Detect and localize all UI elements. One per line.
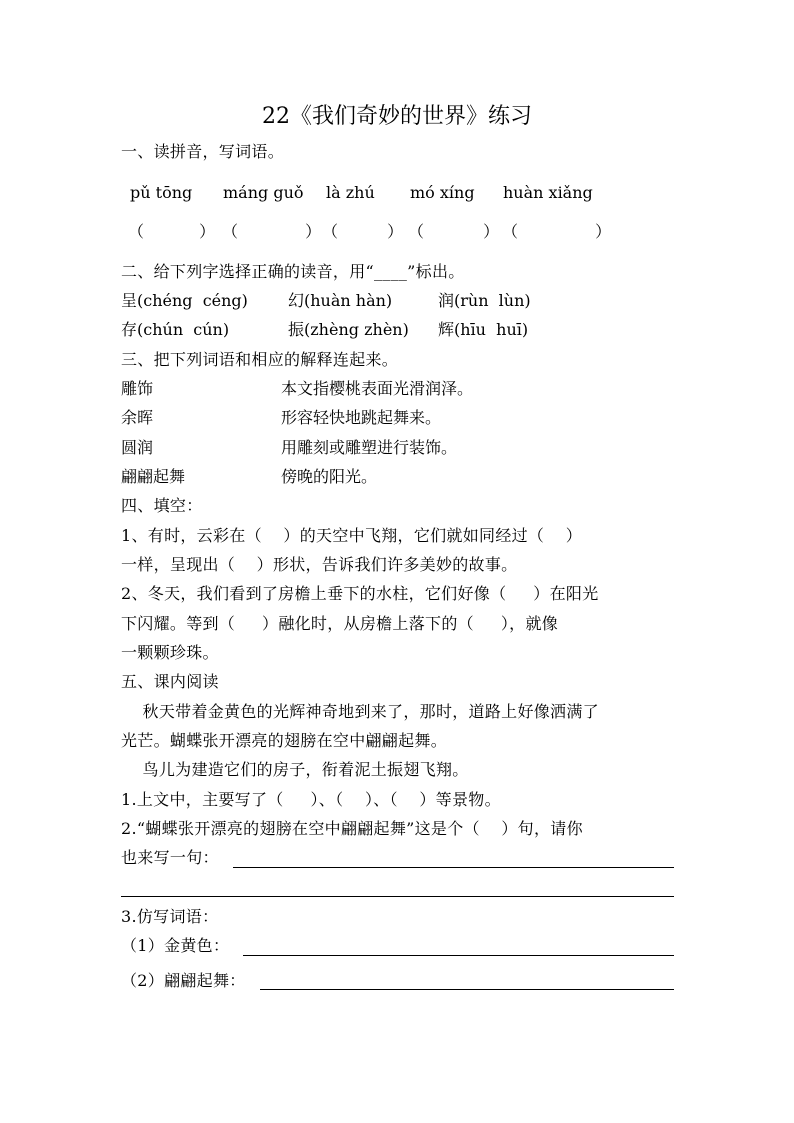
section1-heading: 一、读拼音，写词语。 <box>121 142 285 161</box>
match-word[interactable]: 圆润 <box>121 438 154 457</box>
imitation-item: （1）金黄色： <box>121 936 230 955</box>
answer-blank[interactable]: （ ） <box>322 222 404 241</box>
match-word[interactable]: 翩翩起舞 <box>121 467 186 486</box>
char-option[interactable]: 存(chún cún) <box>121 320 230 339</box>
match-word[interactable]: 余晖 <box>121 408 154 427</box>
answer-blank[interactable]: （ ） <box>128 222 216 241</box>
pinyin-item: huàn xiǎng <box>503 183 593 202</box>
section5-heading: 五、课内阅读 <box>121 672 219 691</box>
fill-line: 1、有时，云彩在（ ）的天空中飞翔，它们就如同经过（ ） <box>121 526 583 545</box>
fill-line: 2、冬天，我们看到了房檐上垂下的水柱，它们好像（ ）在阳光 <box>121 584 599 603</box>
match-explanation[interactable]: 本文指樱桃表面光滑润泽。 <box>281 379 474 398</box>
fill-line: 一样，呈现出（ ）形状，告诉我们许多美妙的故事。 <box>121 555 518 574</box>
char-option[interactable]: 呈(chéng céng) <box>121 291 248 310</box>
section2-heading: 二、给下列字选择正确的读音，用“____”标出。 <box>121 262 465 281</box>
fill-line: 一颗颗珍珠。 <box>121 643 219 662</box>
answer-blank[interactable]: （ ） <box>408 222 500 241</box>
match-explanation[interactable]: 傍晚的阳光。 <box>281 467 378 486</box>
pinyin-item: là zhú <box>326 183 375 202</box>
match-explanation[interactable]: 用雕刻或雕塑进行装饰。 <box>281 438 458 457</box>
pinyin-item: mó xíng <box>410 183 475 202</box>
match-word[interactable]: 雕饰 <box>121 379 154 398</box>
passage-line: 鸟儿为建造它们的房子，衔着泥土振翅飞翔。 <box>121 760 469 779</box>
answer-line[interactable] <box>233 867 674 868</box>
fill-line: 下闪耀。等到（ ）融化时，从房檐上落下的（ ），就像 <box>121 614 559 633</box>
char-option[interactable]: 振(zhèng zhèn) <box>288 320 409 339</box>
char-option[interactable]: 辉(hīu huī) <box>438 320 529 339</box>
passage-line: 光芒。蝴蝶张开漂亮的翅膀在空中翩翩起舞。 <box>121 731 448 750</box>
imitation-item: （2）翩翩起舞： <box>121 971 246 990</box>
char-option[interactable]: 润(rùn lùn) <box>438 291 531 310</box>
question-1: 1.上文中，主要写了（ ）、（ ）、（ ）等景物。 <box>121 790 501 809</box>
answer-line[interactable] <box>243 955 674 956</box>
question-3: 3.仿写词语： <box>121 907 219 926</box>
section3-heading: 三、把下列词语和相应的解释连起来。 <box>121 350 399 369</box>
answer-line[interactable] <box>121 896 674 897</box>
section4-heading: 四、填空： <box>121 496 203 515</box>
pinyin-item: máng guǒ <box>223 183 304 202</box>
page-title: 22《我们奇妙的世界》练习 <box>262 104 532 129</box>
answer-blank[interactable]: （ ） <box>222 222 322 241</box>
answer-line[interactable] <box>260 989 674 990</box>
char-option[interactable]: 幻(huàn hàn) <box>288 291 393 310</box>
pinyin-item: pǔ tōng <box>130 183 193 202</box>
match-explanation[interactable]: 形容轻快地跳起舞来。 <box>281 408 442 427</box>
passage-line: 秋天带着金黄色的光辉神奇地到来了，那时，道路上好像洒满了 <box>121 702 599 721</box>
answer-blank[interactable]: （ ） <box>502 222 612 241</box>
question-2: 2.“蝴蝶张开漂亮的翅膀在空中翩翩起舞”这是个（ ）句，请你 <box>121 819 583 838</box>
question-2-prompt: 也来写一句： <box>121 848 219 867</box>
